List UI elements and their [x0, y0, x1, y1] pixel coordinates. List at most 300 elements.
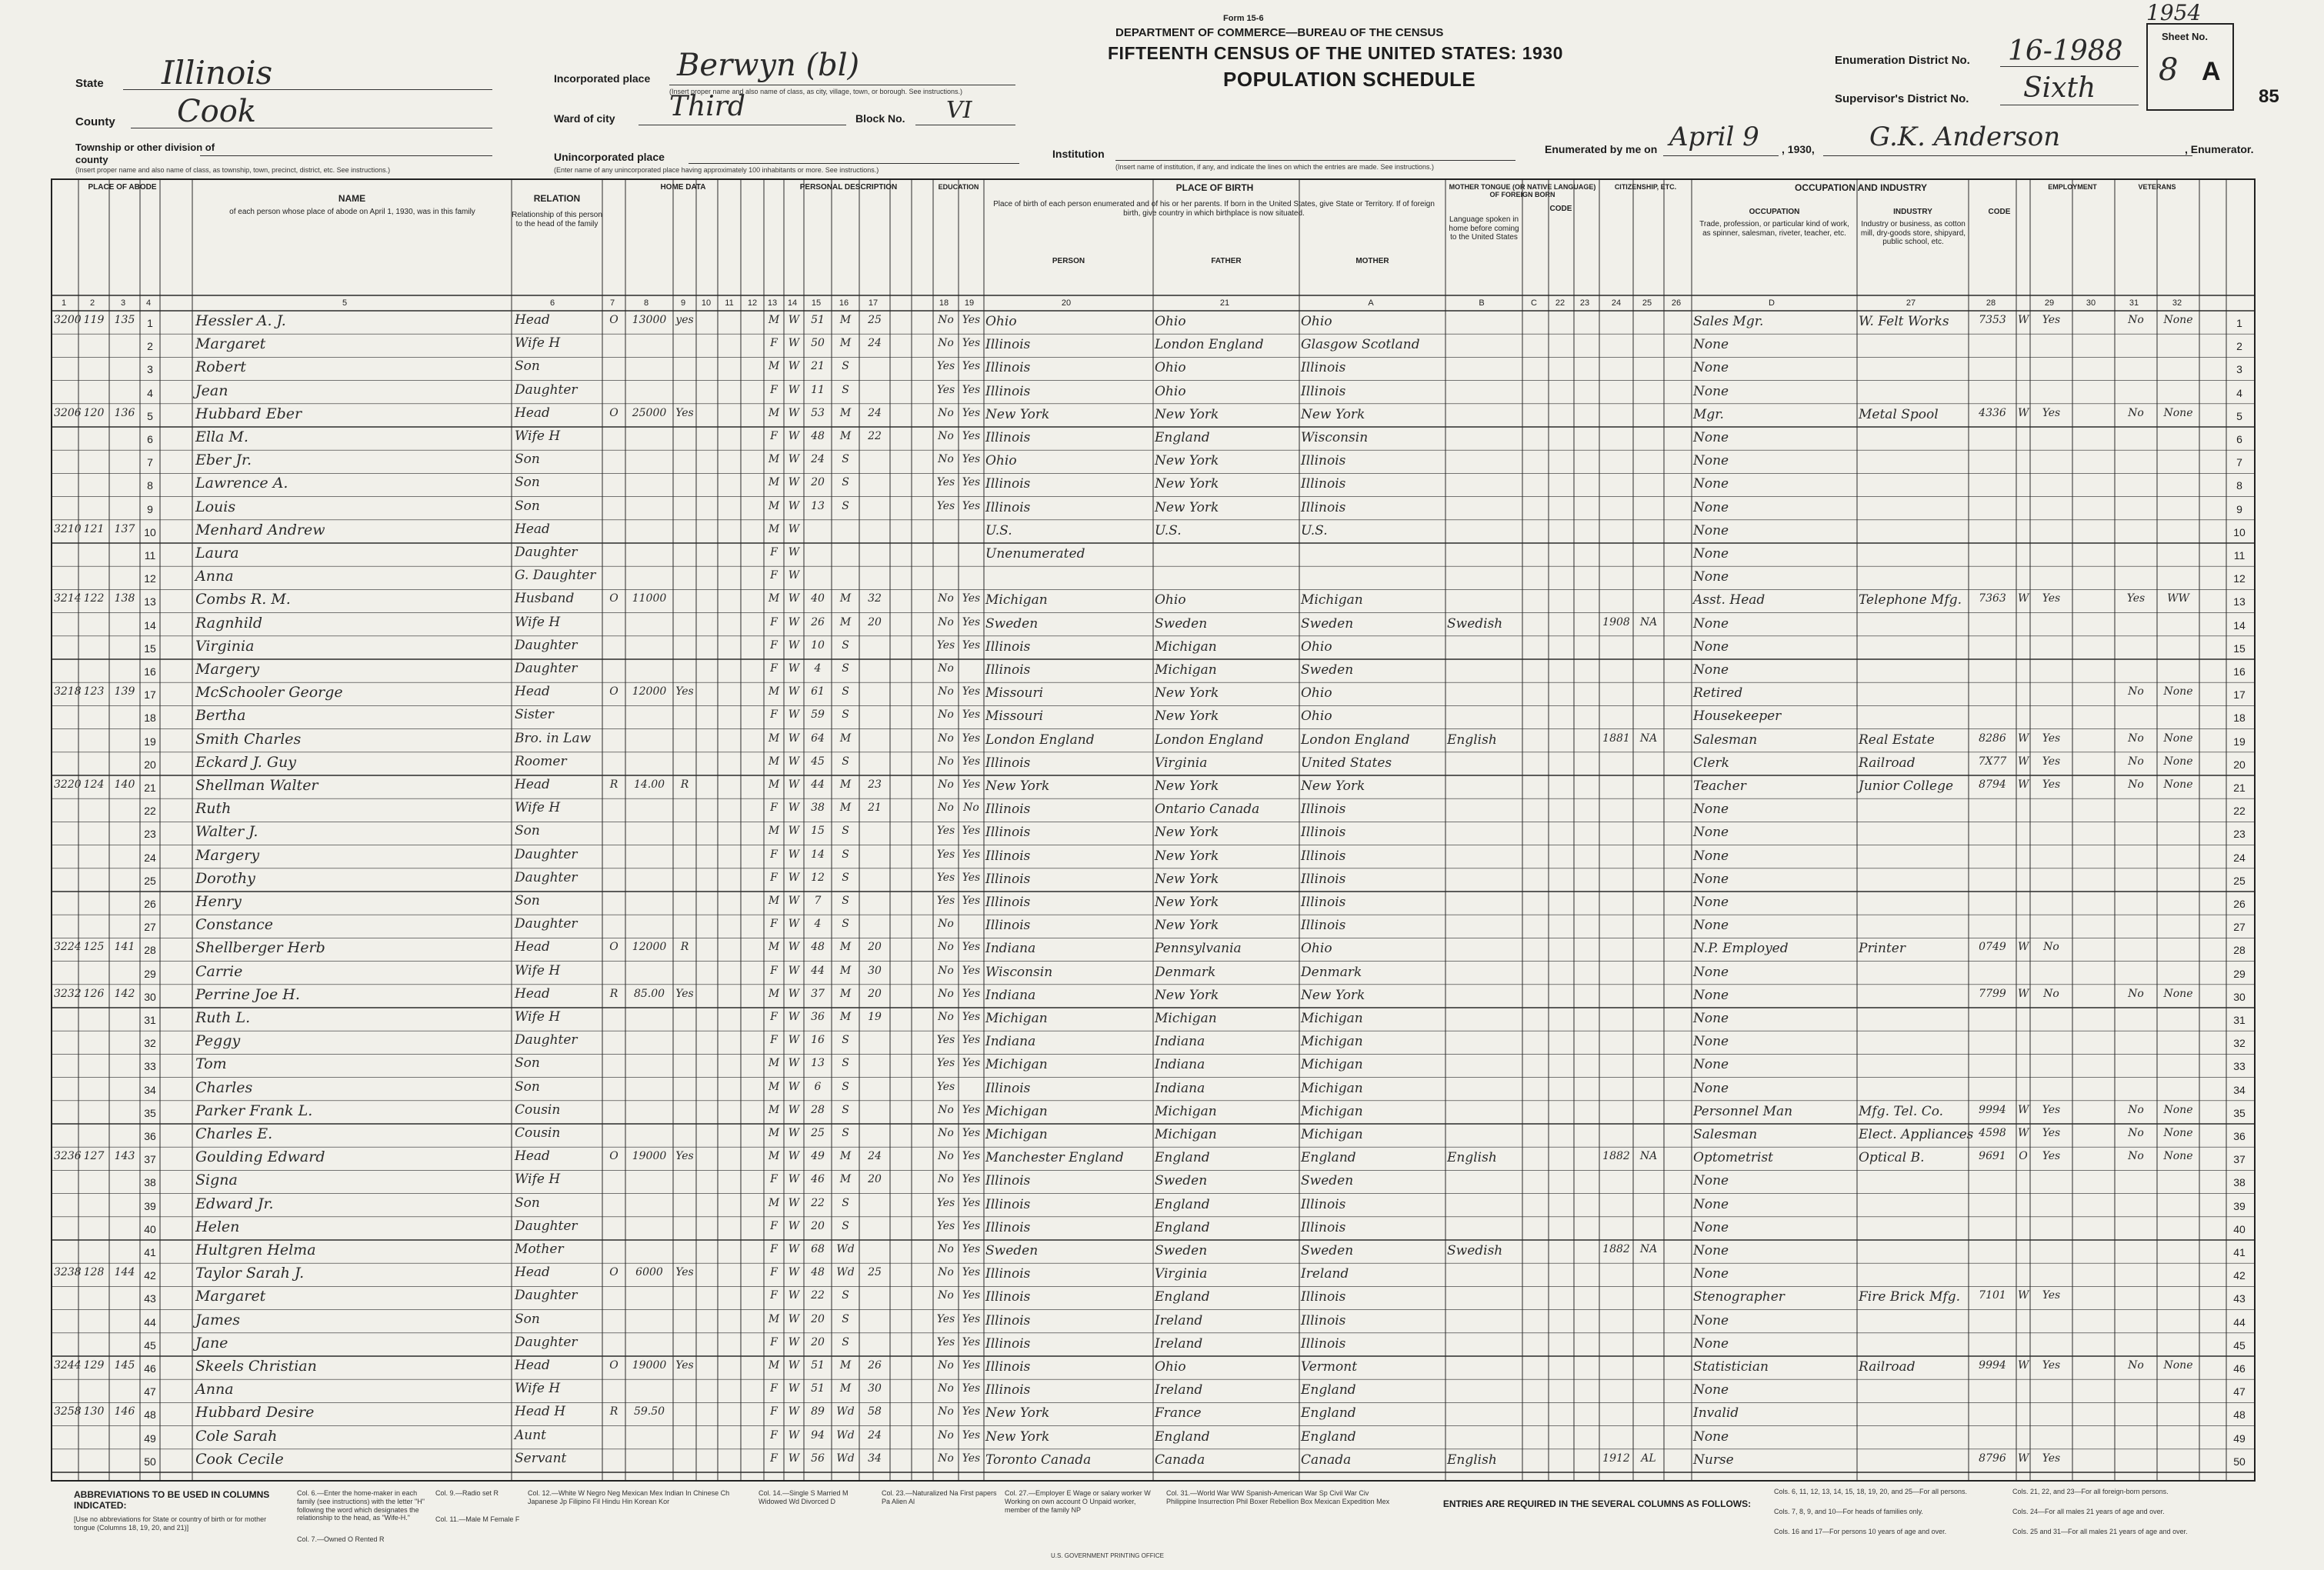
row-number: 36	[2233, 1130, 2246, 1142]
birth-person-header: PERSON	[1052, 257, 1085, 265]
pob-cell: Illinois	[985, 360, 1031, 376]
township-line	[200, 155, 492, 156]
fpob-cell: England	[1155, 1219, 1210, 1235]
fam-cell: 146	[114, 1405, 135, 1418]
cw-cell: W	[2018, 1103, 2029, 1116]
agem-cell: 21	[868, 802, 882, 815]
pob-cell: Michigan	[985, 1127, 1048, 1142]
sch-cell: No	[938, 406, 954, 419]
radio-cell: Yes	[675, 1359, 694, 1372]
pob-cell: Illinois	[985, 1196, 1031, 1212]
work-cell: No	[2043, 987, 2059, 1000]
relation-cell: Servant	[515, 1450, 567, 1466]
age-cell: 22	[811, 1289, 825, 1302]
work-cell: Yes	[2042, 1103, 2061, 1116]
ms-cell: M	[839, 1382, 852, 1395]
row-number: 49	[144, 1432, 156, 1445]
row-number: 13	[144, 595, 156, 608]
person-name: Henry	[195, 893, 242, 910]
occ-cell: None	[1693, 848, 1729, 864]
language-description: Language spoken in home before coming to the United States	[1449, 215, 1519, 242]
ms-cell: S	[842, 755, 849, 768]
vet-cell: No	[2128, 1150, 2144, 1163]
occ-cell: None	[1693, 1335, 1729, 1352]
fpob-cell: New York	[1155, 778, 1219, 794]
table-row	[52, 404, 2254, 427]
ms-cell: S	[842, 1335, 849, 1348]
pob-cell: Illinois	[985, 825, 1031, 841]
row-number: 19	[144, 735, 156, 748]
imm-cell: 1912	[1602, 1452, 1630, 1465]
row-number: 14	[144, 618, 156, 632]
read-cell: Yes	[962, 1289, 981, 1302]
fpob-cell: Ohio	[1155, 592, 1186, 608]
row-number: 44	[144, 1315, 156, 1328]
mpob-cell: Illinois	[1301, 383, 1346, 399]
fpob-cell: Indiana	[1155, 1080, 1205, 1096]
footer-col31: Col. 31.—World War WW Spanish-American War Sp Civil War Civ Philippine Insurrection Phil Boxer Rebellion Box Mexican Expedition Mex	[1166, 1489, 1390, 1505]
person-name: Dorothy	[195, 869, 255, 887]
relation-cell: Son	[515, 1078, 540, 1095]
birth-description: Place of birth of each person enumerated and of his or her parents. If born in the United States, give State or Territory. If of foreign birth, give country in which birthplace is now situated.	[993, 200, 1435, 218]
radio-cell: yes	[675, 314, 694, 326]
race-cell: W	[788, 1312, 800, 1325]
read-cell: Yes	[962, 1103, 981, 1116]
agem-cell: 20	[868, 615, 882, 628]
group-header-home-data: HOME DATA	[660, 183, 706, 192]
relation-cell: Head	[515, 985, 550, 1002]
mpob-cell: Michigan	[1301, 1127, 1363, 1142]
agem-cell: 22	[868, 430, 882, 442]
row-number: 31	[144, 1014, 156, 1026]
person-name: Carrie	[195, 962, 243, 980]
column-number: 20	[1061, 298, 1072, 308]
read-cell: Yes	[962, 1382, 981, 1395]
pob-cell: Illinois	[985, 1335, 1031, 1352]
occ-cell: None	[1693, 1057, 1729, 1073]
column-number: 18	[939, 298, 949, 308]
ms-cell: M	[839, 987, 852, 1000]
relation-cell: Son	[515, 1195, 540, 1211]
mpob-cell: New York	[1301, 778, 1365, 794]
abbrev-title: ABBREVIATIONS TO BE USED IN COLUMNS INDICATED:	[74, 1489, 270, 1512]
row-number: 6	[2236, 433, 2242, 445]
sch-cell: No	[938, 1243, 954, 1255]
occ-cell: Asst. Head	[1693, 592, 1766, 608]
vet-cell: No	[2128, 406, 2144, 419]
occ-cell: None	[1693, 918, 1729, 934]
table-row	[52, 1356, 2254, 1379]
sch-cell: No	[938, 918, 954, 931]
own-cell: R	[609, 778, 619, 791]
person-name: McSchooler George	[195, 684, 343, 702]
ms-cell: S	[842, 848, 849, 861]
agem-cell: 26	[868, 1359, 882, 1372]
race-cell: W	[788, 406, 800, 419]
fpob-cell: Ireland	[1155, 1382, 1203, 1398]
mpob-cell: Ohio	[1301, 941, 1332, 957]
ind-cell: Railroad	[1859, 755, 1916, 771]
row-number: 43	[144, 1292, 156, 1305]
enumerator-line	[1823, 155, 2192, 156]
column-number: 25	[1642, 298, 1652, 308]
fpob-cell: Virginia	[1155, 1266, 1208, 1282]
read-cell: Yes	[962, 1173, 981, 1186]
read-cell: Yes	[962, 825, 981, 838]
sex-cell: F	[770, 1266, 778, 1279]
ms-cell: S	[842, 825, 849, 838]
relation-cell: Daughter	[515, 1218, 578, 1234]
race-cell: W	[788, 1359, 800, 1372]
race-cell: W	[788, 1452, 800, 1465]
house-cell: 123	[83, 685, 105, 698]
pob-cell: Illinois	[985, 638, 1031, 655]
relation-cell: Aunt	[515, 1427, 547, 1443]
code-cell: 7X77	[1978, 755, 2007, 768]
occ-cell: None	[1693, 383, 1729, 399]
pob-cell: Illinois	[985, 895, 1031, 910]
sch-cell: No	[938, 337, 954, 350]
relation-description: Relationship of this person to the head of the family	[512, 211, 602, 228]
pob-cell: Sweden	[985, 1243, 1039, 1258]
sch-cell: No	[938, 1103, 954, 1116]
sex-cell: F	[770, 848, 778, 861]
sex-cell: F	[770, 1011, 778, 1023]
industry-description: Industry or business, as cotton mill, dry-goods store, shipyard, public school, etc.	[1860, 220, 1966, 246]
sex-cell: M	[768, 1057, 780, 1070]
ms-cell: S	[842, 918, 849, 931]
person-name: Taylor Sarah J.	[195, 1265, 305, 1282]
race-cell: W	[788, 1080, 800, 1093]
sex-cell: M	[768, 406, 780, 419]
age-cell: 51	[811, 1359, 825, 1372]
race-cell: W	[788, 1219, 800, 1232]
row-number: 3	[2236, 363, 2242, 376]
row-number: 13	[2233, 595, 2246, 608]
sex-cell: F	[770, 430, 778, 442]
race-cell: W	[788, 825, 800, 838]
pob-cell: Illinois	[985, 383, 1031, 399]
own-cell: O	[609, 1359, 619, 1372]
sex-cell: F	[770, 1219, 778, 1232]
occ-cell: None	[1693, 499, 1729, 515]
row-number: 8	[2236, 479, 2242, 492]
race-cell: W	[788, 314, 800, 326]
read-cell: Yes	[962, 1127, 981, 1139]
race-cell: W	[788, 895, 800, 907]
sheet-letter: A	[2202, 57, 2221, 86]
row-number: 29	[2233, 967, 2246, 980]
group-header-employment: EMPLOYMENT	[2048, 183, 2097, 191]
relation-cell: Head	[515, 312, 550, 328]
street-cell: 3224	[54, 941, 82, 954]
street-cell: 3218	[54, 685, 82, 698]
fam-cell: 138	[114, 592, 135, 605]
name-description: of each person whose place of abode on April 1, 1930, was in this family	[229, 208, 475, 216]
relation-cell: Daughter	[515, 637, 578, 653]
sch-cell: No	[938, 453, 954, 466]
mpob-cell: Glasgow Scotland	[1301, 337, 1420, 353]
column-number: 5	[342, 298, 348, 308]
mpob-cell: England	[1301, 1428, 1356, 1445]
sex-cell: F	[770, 1405, 778, 1418]
row-number: 49	[2233, 1432, 2246, 1445]
age-cell: 44	[811, 964, 825, 977]
column-number: D	[1769, 298, 1775, 308]
row-number: 35	[144, 1106, 156, 1119]
race-cell: W	[788, 1011, 800, 1023]
vet-cell: No	[2128, 685, 2144, 698]
sch-cell: Yes	[936, 1196, 955, 1209]
fam-cell: 142	[114, 987, 135, 1000]
row-number: 25	[2233, 874, 2246, 887]
occ-cell: Personnel Man	[1693, 1103, 1793, 1119]
sch-cell: No	[938, 430, 954, 442]
footer-col14: Col. 14.—Single S Married M Widowed Wd Divorced D	[759, 1489, 849, 1505]
age-cell: 4	[814, 662, 822, 675]
age-cell: 15	[811, 825, 825, 838]
fpob-cell: New York	[1155, 476, 1219, 492]
age-cell: 36	[811, 1011, 825, 1023]
table-row	[52, 1054, 2254, 1077]
relation-cell: Son	[515, 358, 540, 375]
lang-cell: Swedish	[1447, 615, 1503, 632]
row-number: 27	[2233, 921, 2246, 934]
agem-cell: 30	[868, 964, 882, 977]
age-cell: 38	[811, 802, 825, 815]
value-cell: 6000	[635, 1266, 663, 1279]
age-cell: 16	[811, 1034, 825, 1047]
mpob-cell: Ohio	[1301, 708, 1332, 725]
code-cell: 7363	[1979, 592, 2006, 605]
table-row	[52, 613, 2254, 636]
table-row	[52, 822, 2254, 845]
table-row	[52, 357, 2254, 380]
pob-cell: Illinois	[985, 1382, 1031, 1398]
race-cell: W	[788, 546, 800, 558]
entries-b: Cols. 7, 8, 9, and 10—For heads of families only.	[1774, 1508, 1923, 1515]
relation-cell: Son	[515, 452, 540, 468]
race-cell: W	[788, 685, 800, 698]
ms-cell: M	[839, 941, 852, 954]
fpob-cell: Michigan	[1155, 638, 1217, 655]
fpob-cell: Sweden	[1155, 615, 1208, 632]
column-number: 26	[1671, 298, 1682, 308]
person-name: Combs R. M.	[195, 591, 291, 608]
read-cell: Yes	[962, 1335, 981, 1348]
table-row	[52, 543, 2254, 566]
read-cell: Yes	[962, 360, 981, 373]
fpob-cell: Ohio	[1155, 1359, 1186, 1375]
war-cell: None	[2163, 1103, 2193, 1116]
row-number: 22	[144, 805, 156, 818]
read-cell: Yes	[962, 1266, 981, 1279]
age-cell: 53	[811, 406, 825, 419]
sex-cell: F	[770, 337, 778, 350]
age-cell: 44	[811, 778, 825, 791]
occ-cell: None	[1693, 1428, 1729, 1445]
age-cell: 20	[811, 1219, 825, 1232]
row-number: 26	[2233, 898, 2246, 910]
read-cell: Yes	[962, 499, 981, 512]
fpob-cell: Indiana	[1155, 1057, 1205, 1073]
race-cell: W	[788, 941, 800, 954]
fam-cell: 139	[114, 685, 135, 698]
sch-cell: No	[938, 1289, 954, 1302]
form-number: Form 15-6	[1223, 14, 1264, 23]
sch-cell: No	[938, 1428, 954, 1442]
sex-cell: F	[770, 1173, 778, 1186]
sex-cell: M	[768, 825, 780, 838]
occ-cell: None	[1693, 522, 1729, 538]
row-number: 2	[147, 340, 153, 353]
occ-cell: None	[1693, 1312, 1729, 1328]
sex-cell: M	[768, 453, 780, 466]
fam-cell: 145	[114, 1359, 135, 1372]
value-cell: 12000	[632, 685, 667, 698]
war-cell: None	[2163, 1359, 2193, 1372]
agem-cell: 20	[868, 941, 882, 954]
ind-cell: Printer	[1859, 941, 1906, 957]
cw-cell: W	[2018, 406, 2029, 419]
pob-cell: Illinois	[985, 802, 1031, 818]
stamp-number: 1954	[2146, 0, 2202, 25]
row-number: 18	[144, 712, 156, 725]
sex-cell: F	[770, 964, 778, 977]
occ-cell: None	[1693, 964, 1729, 980]
read-cell: Yes	[962, 895, 981, 907]
person-name: Margaret	[195, 335, 266, 353]
ms-cell: S	[842, 1196, 849, 1209]
vet-cell: Yes	[2126, 592, 2146, 605]
person-name: Jane	[195, 1334, 228, 1352]
print-note: U.S. GOVERNMENT PRINTING OFFICE	[1051, 1552, 1164, 1559]
row-number: 21	[144, 782, 156, 794]
house-cell: 130	[83, 1405, 105, 1418]
sch-cell: No	[938, 1173, 954, 1186]
pob-cell: Illinois	[985, 1266, 1031, 1282]
read-cell: Yes	[962, 941, 981, 954]
person-name: Margery	[195, 846, 260, 864]
person-name: Shellberger Herb	[195, 939, 325, 957]
pob-cell: New York	[985, 1428, 1050, 1445]
fpob-cell: Michigan	[1155, 1127, 1217, 1142]
occ-cell: Invalid	[1693, 1405, 1739, 1422]
column-number: 32	[2172, 298, 2182, 308]
fpob-cell: Ohio	[1155, 360, 1186, 376]
imm-cell: 1908	[1602, 615, 1630, 628]
fpob-cell: Michigan	[1155, 1103, 1217, 1119]
house-cell: 119	[83, 314, 105, 326]
read-cell: Yes	[962, 848, 981, 861]
sch-cell: No	[938, 802, 954, 815]
occ-cell: N.P. Employed	[1693, 941, 1789, 957]
read-cell: Yes	[962, 337, 981, 350]
person-name: Perrine Joe H.	[195, 985, 300, 1003]
row-number: 26	[144, 898, 156, 910]
race-cell: W	[788, 987, 800, 1000]
ms-cell: S	[842, 1057, 849, 1070]
column-number: 23	[1579, 298, 1590, 308]
person-name: Shellman Walter	[195, 777, 318, 794]
sch-cell: Yes	[936, 1057, 955, 1070]
incorporated-value: Berwyn (bl)	[677, 48, 860, 83]
column-number: 14	[787, 298, 798, 308]
fpob-cell: Indiana	[1155, 1034, 1205, 1050]
nat-cell: NA	[1639, 615, 1658, 628]
row-number: 7	[147, 456, 153, 469]
mpob-cell: Michigan	[1301, 1080, 1363, 1096]
mpob-cell: Ireland	[1301, 1266, 1349, 1282]
person-name: Hessler A. J.	[195, 312, 286, 329]
row-number: 30	[2233, 990, 2246, 1003]
war-cell: None	[2163, 406, 2193, 419]
ind-cell: Elect. Appliances	[1859, 1127, 1974, 1142]
occ-cell: None	[1693, 1173, 1729, 1189]
pob-cell: Indiana	[985, 941, 1036, 957]
relation-cell: Cousin	[515, 1125, 561, 1141]
pob-cell: Michigan	[985, 1057, 1048, 1073]
sch-cell: No	[938, 964, 954, 977]
code-cell: 7799	[1979, 987, 2006, 1000]
value-cell: 59.50	[633, 1405, 665, 1418]
fpob-cell: New York	[1155, 685, 1219, 702]
sex-cell: F	[770, 615, 778, 628]
enumerator-label: , Enumerator.	[2185, 143, 2254, 155]
ms-cell: Wd	[836, 1428, 855, 1442]
vet-cell: No	[2128, 314, 2144, 326]
ms-cell: S	[842, 1080, 849, 1093]
person-name: Jean	[195, 382, 228, 399]
mpob-cell: Denmark	[1301, 964, 1362, 980]
race-cell: W	[788, 1150, 800, 1163]
sex-cell: F	[770, 802, 778, 815]
language-code-header: CODE	[1549, 205, 1572, 213]
pob-cell: Manchester England	[985, 1150, 1124, 1166]
relation-cell: Head	[515, 939, 550, 955]
ms-cell: S	[842, 383, 849, 396]
fpob-cell: New York	[1155, 499, 1219, 515]
sch-cell: Yes	[936, 871, 955, 884]
house-cell: 129	[83, 1359, 105, 1372]
sch-cell: No	[938, 987, 954, 1000]
occ-cell: None	[1693, 360, 1729, 376]
race-cell: W	[788, 522, 800, 535]
pob-cell: Indiana	[985, 1034, 1036, 1050]
occ-cell: None	[1693, 895, 1729, 910]
person-name: Cook Cecile	[195, 1450, 284, 1468]
footer-col9: Col. 9.—Radio set R	[435, 1489, 499, 1497]
row-number: 10	[144, 525, 156, 538]
fpob-cell: New York	[1155, 453, 1219, 469]
row-number: 6	[147, 433, 153, 445]
mpob-cell: Sweden	[1301, 662, 1354, 678]
house-cell: 121	[83, 522, 105, 535]
ind-cell: Mfg. Tel. Co.	[1859, 1103, 1944, 1119]
work-cell: Yes	[2042, 732, 2061, 745]
person-name: Eber Jr.	[195, 452, 252, 469]
row-number: 4	[2236, 386, 2242, 399]
mpob-cell: Wisconsin	[1301, 430, 1369, 445]
fpob-cell: Virginia	[1155, 755, 1208, 771]
sex-cell: M	[768, 685, 780, 698]
house-cell: 124	[83, 778, 105, 791]
sex-cell: M	[768, 987, 780, 1000]
ms-cell: M	[839, 1359, 852, 1372]
work-cell: Yes	[2042, 1452, 2061, 1465]
ms-cell: S	[842, 1289, 849, 1302]
entries-a: Cols. 6, 11, 12, 13, 14, 15, 18, 19, 20, and 25—For all persons.	[1774, 1488, 1967, 1495]
